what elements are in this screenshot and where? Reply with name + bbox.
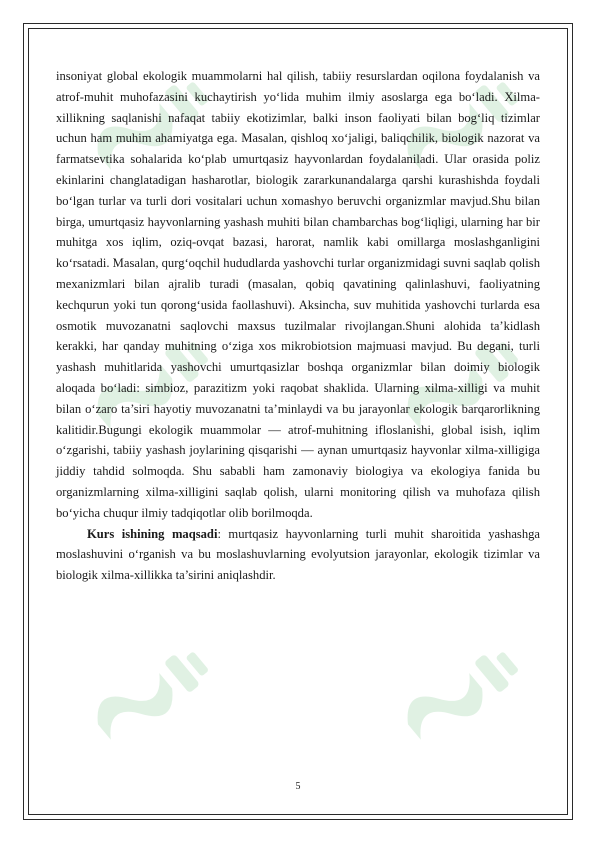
paragraph-2-body: : murtqasiz hayvonlarning turli muhit sharoitida yashashga moslashuvini o‘rganish va bu moslashuvlarning evolyutsion jarayonlar, ekologik tizimlar va biologik xilma-xillikka ta’sirini aniqlashdir.: [56, 526, 541, 583]
paragraph-2: [56, 524, 540, 586]
paragraph-2-lead: Kurs ishining maqsadi: [87, 526, 218, 541]
body-text: [56, 66, 540, 586]
page-number: 5: [295, 781, 301, 792]
paragraph-1: insoniyat global ekologik muammolarni hal qilish, tabiiy resurslardan oqilona foydalanish va atrof-muhit muhofazasini kuchaytirish yo‘lida muhim ilmiy asoslarga ega bo‘ladi. Xilma-xillikning saqlanishi nafaqat tabiiy ekotizimlar, balki inson faoliyati bilan bog‘liq tizimlar uchun ham muhim ahamiyatga ega. Masalan, qishloq xo‘jaligi, baliqchilik, biologik nazorat va farmatsevtika sohalarida ko‘plab umurtqasiz hayvonlardan foydalaniladi. Ular orasida poliz ekinlarini changlatadigan hasharotlar, biologik zararkunandalarga qarshi kurashishda foydali bo‘lgan turlar va turli dori vositalari uchun xomashyo beruvchi organizmlar mavjud.Shu bilan birga, umurtqasiz hayvonlarning yashash muhiti bilan chambarchas bog‘liqligi, ularning har bir muhitga xos iqlim, oziq-ovqat bazasi, harorat, namlik kabi omillarga moslashganligini ko‘rsatadi. Masalan, qurg‘oqchil hududlarda yashovchi turlar organizmidagi suvni saqlab qolish mexanizmlari bilan ajralib turadi (masalan, qobiq qavatining qalinlashuvi, faoliyatning kechqurun yoki tun qorong‘usida faollashuvi). Aksincha, suv muhitida yashovchi turlarda esa osmotik muvozanatni saqlovchi maxsus tuzilmalar rivojlangan.Shuni alohida ta’kidlash kerakki, har qanday muhitning o‘ziga xos mikrobiotsion majmuasi mavjud. Bu degani, turli yashash muhitlarida yashovchi umurtqasizlar boshqa organizmlar bilan doimiy biologik aloqada bo‘ladi: simbioz, parazitizm yoki raqobat shaklida. Ularning xilma-xilligi va muhit bilan o‘zaro ta’siri hayotiy muvozanatni ta’minlaydi va bu jarayonlar ekologik barqarorlikning kalitidir.Bugungi ekologik muammolar — atrof-muhitning ifloslanishi, global isish, iqlim o‘zgarishi, tabiiy yashash joylarining qisqarishi — aynan umurtqasiz hayvonlar xilma-xilligiga jiddiy tahdid solmoqda. Shu sababli ham zamonaviy biologiya va ekologiya fanida bu organizmlarning xilma-xilligini saqlab qolish, ularni monitoring qilish va muhofaza qilish bo‘yicha chuqur ilmiy tadqiqotlar olib borilmoqda.: [56, 69, 540, 520]
